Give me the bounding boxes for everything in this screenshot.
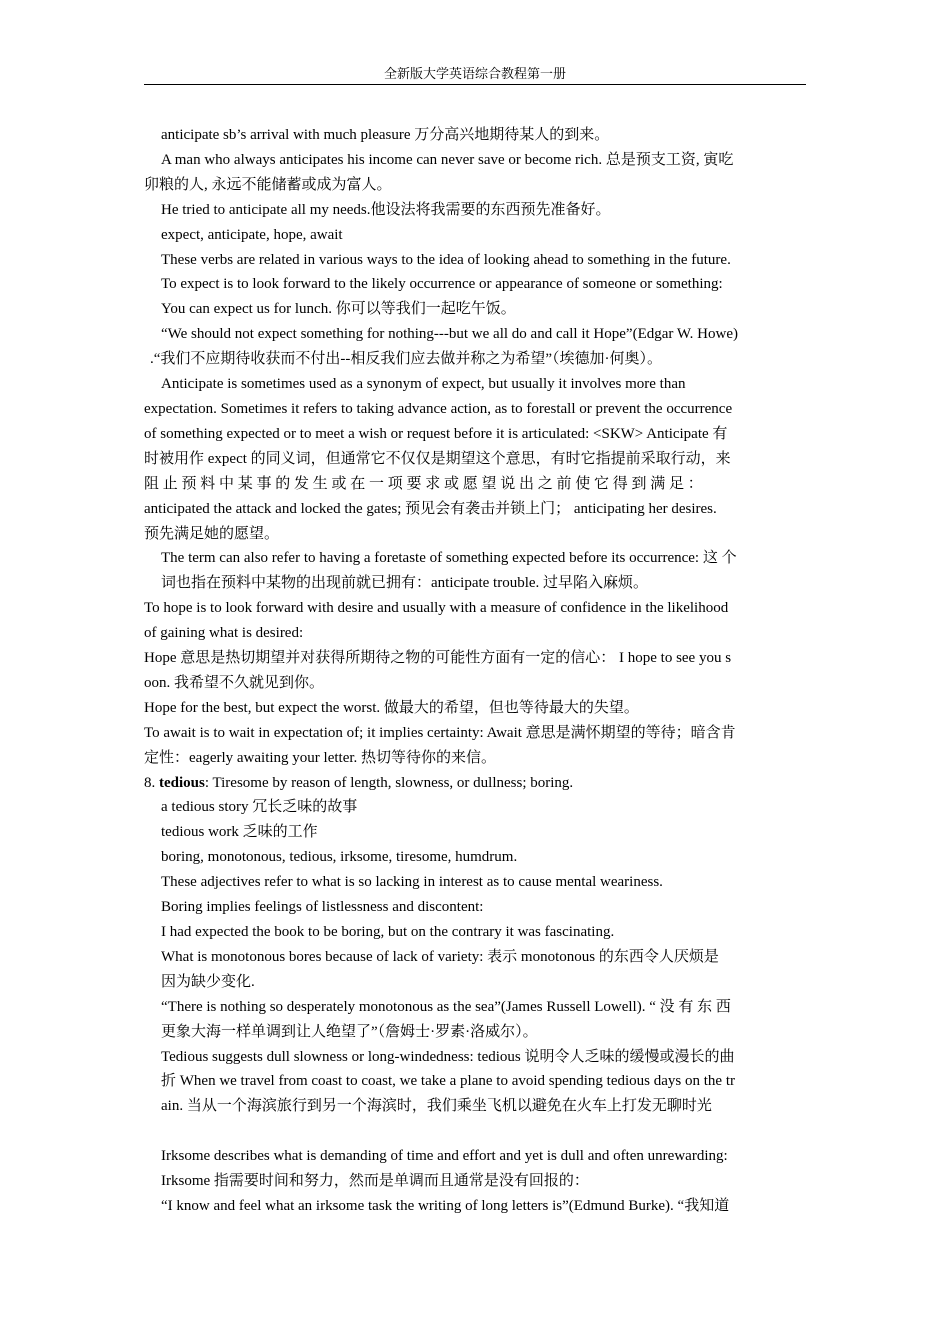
text-line: Boring implies feelings of listlessness and discontent:	[161, 899, 484, 916]
text-line: of gaining what is desired:	[144, 625, 304, 642]
text-line: ain. 当从一个海滨旅行到另一个海滨时，我们乘坐飞机以避免在火车上打发无聊时光	[161, 1098, 712, 1115]
text-line: 时被用作 expect 的同义词，但通常它不仅仅是期望这个意思，有时它指提前采取行动，来	[144, 450, 731, 467]
text-line: a tedious story 冗长乏味的故事	[161, 799, 358, 816]
text-line: Irksome describes what is demanding of time and effort and yet is dull and often unrewarding:	[161, 1148, 728, 1165]
text-line: He tried to anticipate all my needs.他设法将我需要的东西预先准备好。	[161, 201, 611, 218]
text-line: The term can also refer to having a foretaste of something expected before its occurrence: 这 个	[161, 550, 737, 567]
text-line: 更象大海一样单调到让人绝望了”（詹姆士·罗素·洛威尔）。	[161, 1023, 538, 1040]
text-line: boring, monotonous, tedious, irksome, tiresome, humdrum.	[161, 849, 518, 866]
document-body	[144, 123, 806, 1219]
text-line: I had expected the book to be boring, but on the contrary it was fascinating.	[161, 924, 615, 940]
text-line: These adjectives refer to what is so lacking in interest as to cause mental weariness.	[161, 874, 663, 891]
text-line: “We should not expect something for nothing---but we all do and call it Hope”(Edgar W. Howe)	[161, 326, 738, 343]
entry-number: 8.	[144, 774, 159, 791]
text-line: 折 When we travel from coast to coast, we take a plane to avoid spending tedious days on the tr	[161, 1073, 735, 1090]
text-line: Hope for the best, but expect the worst. 做最大的希望，但也等待最大的失望。	[144, 699, 639, 716]
text-line: To hope is to look forward with desire and usually with a measure of confidence in the likelihood	[144, 600, 729, 617]
text-line: Tedious suggests dull slowness or long-windedness: tedious 说明令人乏味的缓慢或漫长的曲	[161, 1048, 735, 1065]
text-line: “I know and feel what an irksome task the writing of long letters is”(Edmund Burke). “我知道	[161, 1197, 730, 1214]
text-line: 阻 止 预 料 中 某 事 的 发 生 或 在 一 项 要 求 或 愿 望 说 出 之 前 使 它 得 到 满 足 ：	[144, 475, 703, 492]
text-line: expect, anticipate, hope, await	[161, 226, 343, 243]
text-line: These verbs are related in various ways to the idea of looking ahead to something in the future.	[161, 251, 731, 268]
text-line: Anticipate is sometimes used as a synonym of expect, but usually it involves more than	[161, 376, 686, 393]
text-line: Hope 意思是热切期望并对获得所期待之物的可能性方面有一定的信心： I hope to see you s	[144, 650, 732, 667]
text-line: 词也指在预料中某物的出现前就已拥有：anticipate trouble. 过早陷入麻烦。	[161, 575, 649, 592]
text-line: A man who always anticipates his income can never save or become rich. 总是预支工资, 寅吃	[161, 151, 734, 168]
text-line: 预先满足她的愿望。	[144, 525, 280, 542]
entry-definition: : Tiresome by reason of length, slowness, or dullness; boring.	[204, 774, 574, 791]
entry-8	[144, 771, 806, 796]
text-line: To expect is to look forward to the likely occurrence or appearance of someone or something:	[161, 276, 723, 293]
text-line: anticipate sb’s arrival with much pleasure 万分高兴地期待某人的到来。	[161, 127, 610, 143]
text-line: of something expected or to meet a wish or request before it is articulated: <SKW> Anticipate 有	[144, 425, 728, 442]
text-line: 卯粮的人, 永远不能储蓄或成为富人。	[144, 176, 392, 193]
header-rule	[144, 84, 806, 85]
text-line: tedious work 乏味的工作	[161, 824, 318, 841]
text-line: 定性：eagerly awaiting your letter. 热切等待你的来信。	[144, 749, 497, 766]
entry-headword: tedious	[159, 774, 205, 791]
text-line: anticipated the attack and locked the gates; 预见会有袭击并锁上门； anticipating her desires.	[144, 500, 717, 517]
page-header: 全新版大学英语综合教程第一册	[383, 66, 566, 81]
text-line: .“我们不应期待收获而不付出--相反我们应去做并称之为希望”（埃德加·何奥）。	[150, 351, 663, 368]
text-line: What is monotonous bores because of lack of variety: 表示 monotonous 的东西令人厌烦是	[161, 948, 719, 965]
text-line: oon. 我希望不久就见到你。	[144, 674, 325, 691]
text-line: You can expect us for lunch. 你可以等我们一起吃午饭。	[161, 301, 516, 318]
blank-line	[144, 1119, 806, 1144]
text-line: 因为缺少变化.	[161, 973, 255, 990]
text-line: To await is to wait in expectation of; it implies certainty: Await 意思是满怀期望的等待；暗含肯	[144, 724, 736, 741]
text-line: Irksome 指需要时间和努力，然而是单调而且通常是没有回报的：	[161, 1173, 589, 1190]
text-line: “There is nothing so desperately monotonous as the sea”(James Russell Lowell). “ 没 有 东 西	[161, 998, 731, 1015]
text-line: expectation. Sometimes it refers to taking advance action, as to forestall or prevent the occurrence	[144, 400, 733, 417]
